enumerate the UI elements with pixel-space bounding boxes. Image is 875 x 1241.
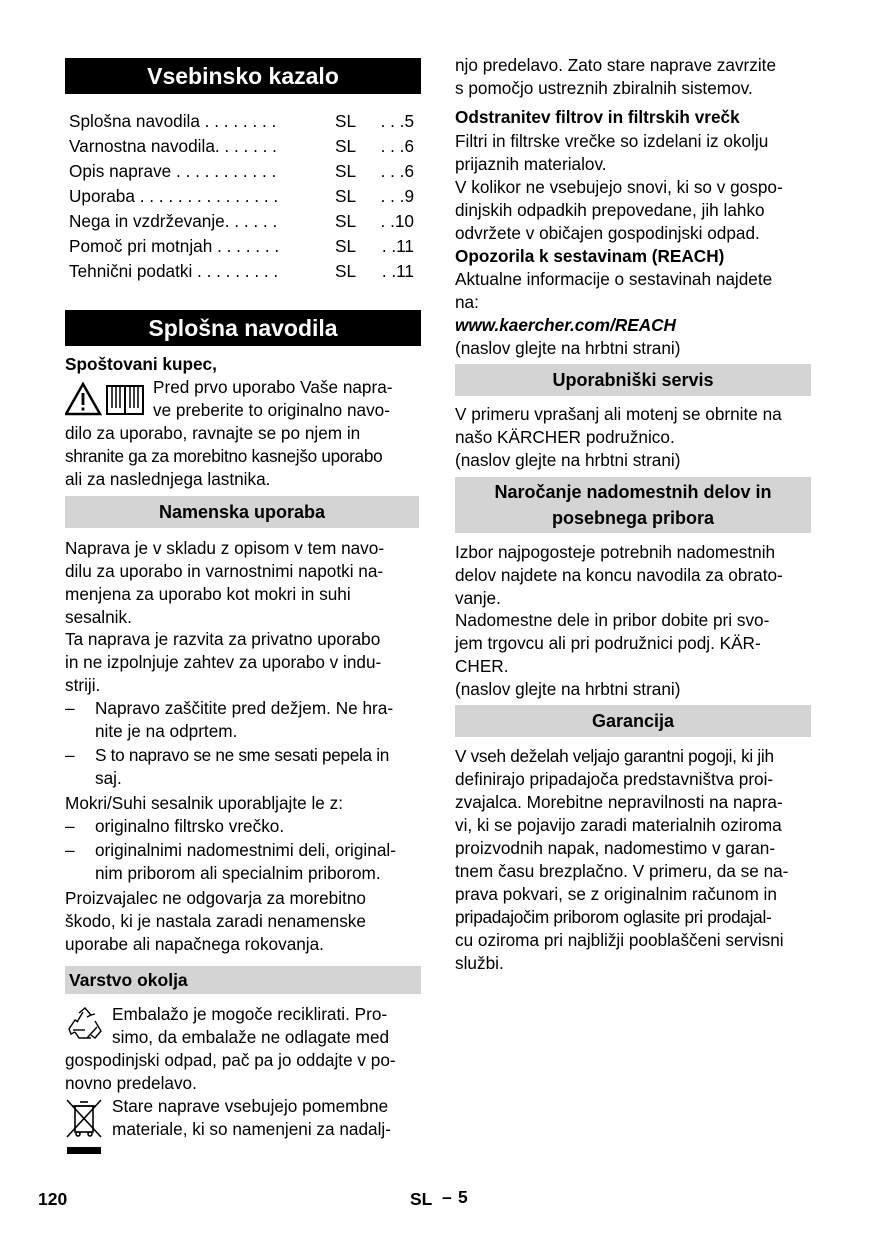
env-line: simo, da embalaže ne odlagate med: [112, 1027, 390, 1047]
bullet-line: nim priborom ali specialnim priborom.: [95, 863, 381, 883]
toc-lang: SL: [335, 136, 357, 156]
warranty-line: zvajalca. Morebitne nepravilnosti na napra-: [455, 792, 783, 812]
intro-line: shranite ga za morebitno kasnejšo uporabo: [65, 446, 383, 466]
warranty-line: prava pokvari, se z originalnim računom in: [455, 884, 777, 904]
warranty-heading: Garancija: [455, 705, 811, 737]
use-line: menjena za uporabo kot mokri in suhi: [65, 584, 351, 604]
toc-item[interactable]: [69, 209, 414, 233]
reach-link[interactable]: www.kaercher.com/REACH: [455, 315, 676, 335]
filter-line: prijaznih materialov.: [455, 154, 607, 174]
toc-page: . . .6: [380, 136, 414, 156]
env-line: novno predelavo.: [65, 1073, 197, 1093]
bullet-line: nite je na odprtem.: [95, 721, 238, 741]
toc-page: . .11: [381, 261, 414, 281]
intro-line: dilo za uporabo, ravnajte se po njem in: [65, 423, 361, 443]
toc-page: . . .6: [380, 161, 414, 181]
toc-item[interactable]: [69, 184, 414, 208]
use-line: Naprava je v skladu z opisom v tem navo-: [65, 538, 385, 558]
use-line: sesalnik.: [65, 607, 132, 627]
page-number: 120: [38, 1189, 68, 1209]
use-line: in ne izpolnjuje zahtev za uporabo v indu-: [65, 652, 382, 672]
env-heading: Varstvo okolja: [65, 966, 421, 994]
warranty-line: službi.: [455, 953, 504, 973]
toc-item[interactable]: [69, 159, 414, 183]
toc-title: Opis naprave . . . . . . . . . . .: [69, 161, 277, 181]
toc-title: Pomoč pri motnjah . . . . . . .: [69, 236, 280, 256]
bullet-dash: –: [65, 698, 75, 718]
use-line: Ta naprava je razvita za privatno uporabo: [65, 629, 381, 649]
warranty-line: vi, ki se pojavijo zaradi materialnih oziroma: [455, 815, 782, 835]
recycle-icon: [65, 1005, 105, 1045]
bullet-line: originalno filtrsko vrečko.: [95, 816, 285, 836]
reach-line: Aktualne informacije o sestavinah najdete: [455, 269, 773, 289]
warranty-line: tnem času brezplačno. V primeru, da se na-: [455, 861, 789, 881]
filter-line: V kolikor ne vsebujejo snovi, ki so v gospo-: [455, 177, 783, 197]
intro-line: ve preberite to originalno navo-: [153, 400, 390, 420]
warranty-line: cu oziroma pri najbližji pooblaščeni servisni: [455, 930, 784, 950]
toc-lang: SL: [335, 211, 357, 231]
service-heading: Uporabniški servis: [455, 364, 811, 396]
use-heading: Namenska uporaba: [65, 496, 419, 528]
toc-item[interactable]: [69, 234, 414, 258]
liability-line: Proizvajalec ne odgovarja za morebitno: [65, 888, 366, 908]
toc-page: . .11: [381, 236, 414, 256]
old-device-line: Stare naprave vsebujejo pomembne: [112, 1096, 389, 1116]
use-line: striji.: [65, 675, 101, 695]
service-line: našo KÄRCHER podružnico.: [455, 427, 675, 447]
toc-item[interactable]: [69, 259, 414, 283]
warranty-line: V vseh deželah veljajo garantni pogoji, ki jih: [455, 746, 774, 766]
footer-dash: –: [442, 1187, 452, 1207]
parts-line: delov najdete na koncu navodila za obrato-: [455, 565, 783, 585]
parts-line: CHER.: [455, 656, 509, 676]
parts-heading: [455, 477, 811, 533]
footer-section-page: 5: [458, 1187, 468, 1207]
cont-line: s pomočjo ustreznih zbiralnih sistemov.: [455, 78, 753, 98]
bullet-dash: –: [65, 816, 75, 836]
footer-lang: SL: [410, 1189, 433, 1209]
service-line: (naslov glejte na hrbtni strani): [455, 450, 681, 470]
filter-line: Filtri in filtrske vrečke so izdelani iz okolju: [455, 131, 769, 151]
toc-lang: SL: [335, 111, 357, 131]
manual-icon: [107, 386, 143, 414]
toc-lang: SL: [335, 236, 357, 256]
parts-line: Nadomestne dele in pribor dobite pri svo-: [455, 610, 770, 630]
intro-line: ali za naslednjega lastnika.: [65, 469, 271, 489]
bullet-dash: –: [65, 745, 75, 765]
toc-item[interactable]: [69, 109, 414, 133]
reach-heading: Opozorila k sestavinam (REACH): [455, 246, 725, 266]
greeting: Spoštovani kupec,: [65, 354, 217, 374]
toc-heading: Vsebinsko kazalo: [65, 58, 421, 94]
parts-line: (naslov glejte na hrbtni strani): [455, 679, 681, 699]
liability-line: uporabe ali napačnega rokovanja.: [65, 934, 324, 954]
env-line: gospodinjski odpad, pač pa jo oddajte v po-: [65, 1050, 396, 1070]
warranty-line: pripadajočim priborom oglasite pri prodajal-: [455, 907, 772, 927]
toc-title: Splošna navodila . . . . . . . .: [69, 111, 277, 131]
intro-line: Pred prvo uporabo Vaše napra-: [153, 377, 393, 397]
filter-heading: Odstranitev filtrov in filtrskih vrečk: [455, 107, 740, 127]
parts-line: jem trgovcu ali pri podružnici podj. KÄR-: [455, 633, 761, 653]
use-mid: Mokri/Suhi sesalnik uporabljajte le z:: [65, 793, 343, 813]
use-line: dilu za uporabo in varnostnimi napotki na-: [65, 561, 384, 581]
bullet-dash: –: [65, 840, 75, 860]
toc-page: . .10: [380, 211, 414, 231]
env-line: Embalažo je mogoče reciklirati. Pro-: [112, 1004, 388, 1024]
warning-icon: [65, 381, 147, 417]
toc-lang: SL: [335, 161, 357, 181]
old-device-line: materiale, ki so namenjeni za nadalj-: [112, 1119, 391, 1139]
warning-manual-icons: [65, 381, 147, 417]
toc-title: Varnostna navodila. . . . . . .: [69, 136, 277, 156]
toc-title: Tehnični podatki . . . . . . . . .: [69, 261, 279, 281]
toc-item[interactable]: [69, 134, 414, 158]
cont-line: njo predelavo. Zato stare naprave zavrzite: [455, 55, 777, 75]
toc-title: Uporaba . . . . . . . . . . . . . . .: [69, 186, 279, 206]
parts-heading-line: posebnega pribora: [551, 508, 715, 528]
crossed-bin-icon: [65, 1097, 103, 1157]
bullet-line: originalnimi nadomestnimi deli, original-: [95, 840, 396, 860]
toc-title: Nega in vzdrževanje. . . . . .: [69, 211, 278, 231]
liability-line: škodo, ki je nastala zaradi nenamenske: [65, 911, 366, 931]
reach-note: (naslov glejte na hrbtni strani): [455, 338, 681, 358]
parts-line: vanje.: [455, 588, 501, 608]
general-heading: Splošna navodila: [65, 310, 421, 346]
warranty-line: definirajo pripadajoča predstavništva proi-: [455, 769, 774, 789]
parts-line: Izbor najpogosteje potrebnih nadomestnih: [455, 542, 776, 562]
bullet-line: S to napravo se ne sme sesati pepela in: [95, 745, 390, 765]
filter-line: odvržete v običajen gospodinjski odpad.: [455, 223, 760, 243]
toc-lang: SL: [335, 261, 357, 281]
parts-heading-line: Naročanje nadomestnih delov in: [494, 482, 772, 502]
bullet-line: saj.: [95, 768, 122, 788]
bullet-line: Napravo zaščitite pred dežjem. Ne hra-: [95, 698, 394, 718]
service-line: V primeru vprašanj ali motenj se obrnite na: [455, 404, 782, 424]
filter-line: dinjskih odpadkih prepovedane, jih lahko: [455, 200, 765, 220]
warranty-line: proizvodnih napak, nadomestimo v garan-: [455, 838, 776, 858]
reach-line: na:: [455, 292, 479, 312]
toc-page: . . .9: [380, 186, 414, 206]
toc-page: . . .5: [380, 111, 414, 131]
toc-lang: SL: [335, 186, 357, 206]
